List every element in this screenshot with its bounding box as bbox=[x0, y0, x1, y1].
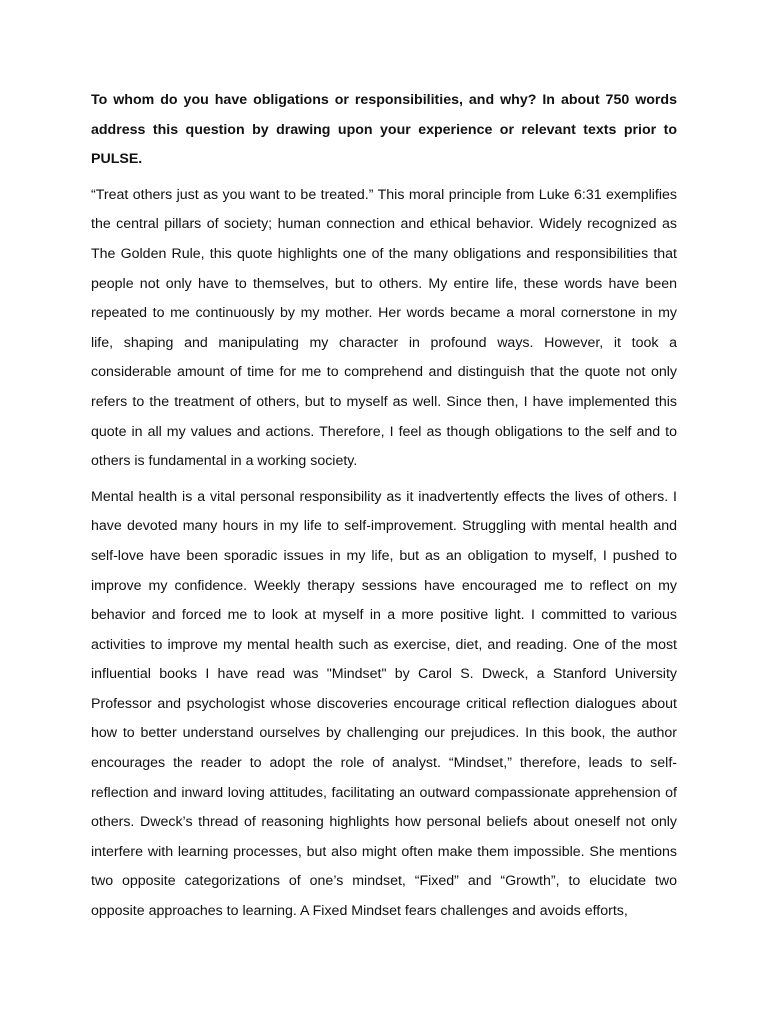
document-page bbox=[91, 86, 677, 933]
essay-prompt: To whom do you have obligations or responsibilities, and why? In about 750 words address this question by drawing upon your experience or relevant texts prior to PULSE. bbox=[91, 92, 677, 168]
essay-paragraph-1: “Treat others just as you want to be treated.” This moral principle from Luke 6:31 exemplifies the central pillars of society; human connection and ethical behavior. Widely recognized as The Golden Rule, this quote highlights one of the many obligations and responsibilities that people not only have to themselves, but to others. My entire life, these words have been repeated to me continuously by my mother. Her words became a moral cornerstone in my life, shaping and manipulating my character in profound ways. However, it took a considerable amount of time for me to comprehend and distinguish that the quote not only refers to the treatment of others, but to myself as well. Since then, I have implemented this quote in all my values and actions. Therefore, I feel as though obligations to the self and to others is fundamental in a working society. bbox=[91, 186, 677, 470]
essay-paragraph-2: Mental health is a vital personal responsibility as it inadvertently effects the lives of others. I have devoted many hours in my life to self-improvement. Struggling with mental health and self-love have been sporadic issues in my life, but as an obligation to myself, I pushed to improve my confidence. Weekly therapy sessions have encouraged me to reflect on my behavior and forced me to look at myself in a more positive light. I committed to various activities to improve my mental health such as exercise, diet, and reading. One of the most influential books I have read was "Mindset" by Carol S. Dweck, a Stanford University Professor and psychologist whose discoveries encourage critical reflection dialogues about how to better understand ourselves by challenging our prejudices. In this book, the author encourages the reader to adopt the role of analyst. “Mindset,” therefore, leads to self-reflection and inward loving attitudes, facilitating an outward compassionate apprehension of others. Dweck’s thread of reasoning highlights how personal beliefs about oneself not only interfere with learning processes, but also might often make them impossible. She mentions two opposite categorizations of one’s mindset, “Fixed” and “Growth”, to elucidate two opposite approaches to learning. A Fixed Mindset fears challenges and avoids efforts, bbox=[91, 488, 677, 920]
